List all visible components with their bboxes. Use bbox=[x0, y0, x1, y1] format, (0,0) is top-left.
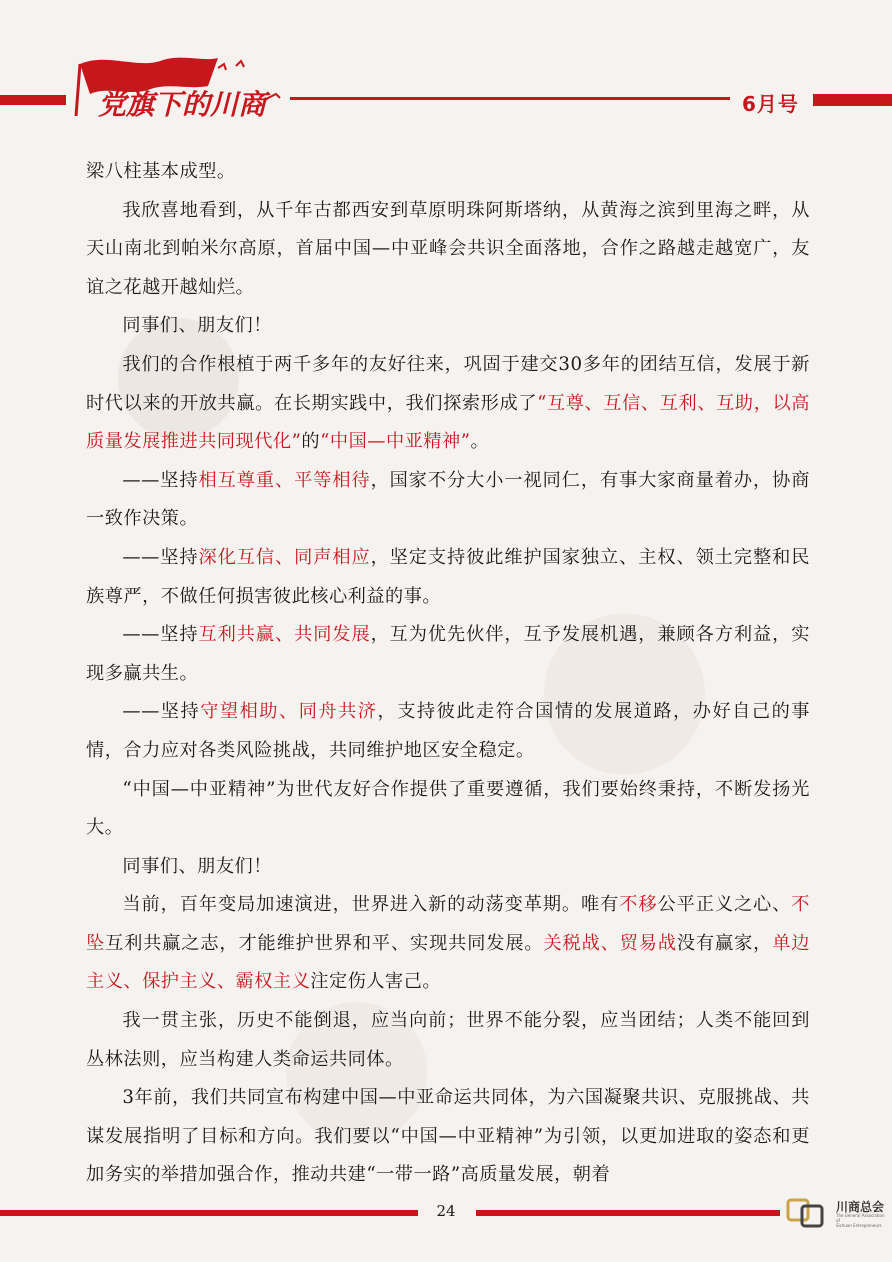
highlight-text: 守望相助、同舟共济 bbox=[200, 701, 378, 723]
footer-bar-right bbox=[476, 1210, 780, 1216]
highlight-text: 相互尊重、平等相待 bbox=[198, 469, 371, 491]
paragraph bbox=[86, 616, 810, 693]
text-segment: ，国家不分大小一视同仁，有事大家商量着办，协商一致作决策。 bbox=[86, 469, 810, 530]
text-segment: 我们的合作根植于两千多年的友好往来，巩固于建交30多年的团结互信，发展于新时代以来的开放共赢。在长期实践中，我们探索形成了 bbox=[86, 353, 810, 414]
paragraph bbox=[86, 1002, 810, 1079]
text-segment: 同事们、朋友们！ bbox=[122, 855, 272, 877]
party-flag-logo bbox=[68, 46, 298, 126]
highlight-text: 不坠 bbox=[86, 894, 810, 954]
paragraph bbox=[86, 1079, 810, 1195]
paragraph bbox=[86, 539, 810, 616]
text-segment: 的 bbox=[301, 431, 321, 453]
paragraph bbox=[86, 307, 810, 346]
text-segment: 梁八柱基本成型。 bbox=[86, 161, 236, 182]
highlight-text: “互尊、互信、互利、互助，以高质量发展推进共同现代化” bbox=[86, 392, 810, 453]
text-segment: 。 bbox=[470, 431, 490, 453]
highlight-text: 关税战、贸易战 bbox=[543, 932, 677, 954]
text-segment: “中国—中亚精神”为世代友好合作提供了重要遵循，我们要始终秉持，不断发扬光大。 bbox=[86, 778, 810, 839]
article-body bbox=[86, 153, 810, 1195]
page-number: 24 bbox=[436, 1202, 456, 1220]
header-bar-left bbox=[0, 95, 66, 105]
highlight-text: 不移 bbox=[619, 894, 658, 916]
paragraph bbox=[86, 462, 810, 539]
text-segment: 没有赢家， bbox=[676, 932, 773, 954]
text-segment: 互利共赢之志，才能维护世界和平、实现共同发展。 bbox=[105, 932, 544, 954]
paragraph bbox=[86, 886, 810, 1002]
paragraph bbox=[86, 153, 810, 192]
text-segment: ，互为优先伙伴，互予发展机遇，兼顾各方利益，实现多赢共生。 bbox=[86, 624, 810, 684]
text-segment: ——坚持 bbox=[122, 469, 199, 491]
highlight-text: 互利共赢、共同发展 bbox=[198, 624, 371, 646]
text-segment: ，支持彼此走符合国情的发展道路，办好自己的事情，合力应对各类风险挑战，共同维护地区安全稳定。 bbox=[86, 701, 810, 761]
org-name: 川商总会 bbox=[836, 1200, 885, 1214]
text-segment: ——坚持 bbox=[122, 701, 201, 723]
text-segment: ，坚定支持彼此维护国家独立、主权、领土完整和民族尊严，不做任何损害彼此核心利益的事。 bbox=[86, 546, 810, 607]
header-bar-mid bbox=[290, 97, 730, 100]
paragraph bbox=[86, 192, 810, 308]
header-bar-right bbox=[813, 94, 892, 106]
highlight-text: 深化互信、同声相应 bbox=[198, 546, 371, 568]
org-subtitle: The General Association of Sichuan Entrepreneurs bbox=[836, 1213, 885, 1228]
paragraph bbox=[86, 346, 810, 462]
text-segment: 公平正义之心、 bbox=[657, 894, 792, 916]
header-logo-text: 党旗下的川商 bbox=[98, 88, 267, 121]
text-segment: 同事们、朋友们！ bbox=[122, 315, 272, 337]
text-segment: ——坚持 bbox=[122, 624, 199, 646]
text-segment: 3年前，我们共同宣布构建中国—中亚命运共同体，为六国凝聚共识、克服挑战、共谋发展指明了目标和方向。我们要以“中国—中亚精神”为引领，以更加进取的姿态和更加务实的举措加强合作，推动共建“一带一路”高质量发展，朝着 bbox=[86, 1087, 810, 1186]
highlight-text: 单边主义、保护主义、霸权主义 bbox=[86, 932, 810, 993]
highlight-text: “中国—中亚精神” bbox=[320, 431, 471, 453]
footer-bar-left bbox=[0, 1210, 418, 1216]
text-segment: ——坚持 bbox=[122, 546, 199, 568]
text-segment: 我一贯主张，历史不能倒退，应当向前；世界不能分裂，应当团结；人类不能回到丛林法则，应当构建人类命运共同体。 bbox=[86, 1010, 810, 1070]
text-segment: 注定伤人害己。 bbox=[310, 971, 442, 993]
text-segment: 当前，百年变局加速演进，世界进入新的动荡变革期。唯有 bbox=[122, 894, 620, 916]
paragraph bbox=[86, 848, 810, 887]
text-segment: 我欣喜地看到，从千年古都西安到草原明珠阿斯塔纳，从黄海之滨到里海之畔，从天山南北到帕米尔高原，首届中国—中亚峰会共识全面落地，合作之路越走越宽广，友谊之花越开越灿烂。 bbox=[86, 199, 810, 298]
paragraph bbox=[86, 771, 810, 848]
paragraph bbox=[86, 693, 810, 770]
issue-label: 6月号 bbox=[742, 92, 799, 116]
